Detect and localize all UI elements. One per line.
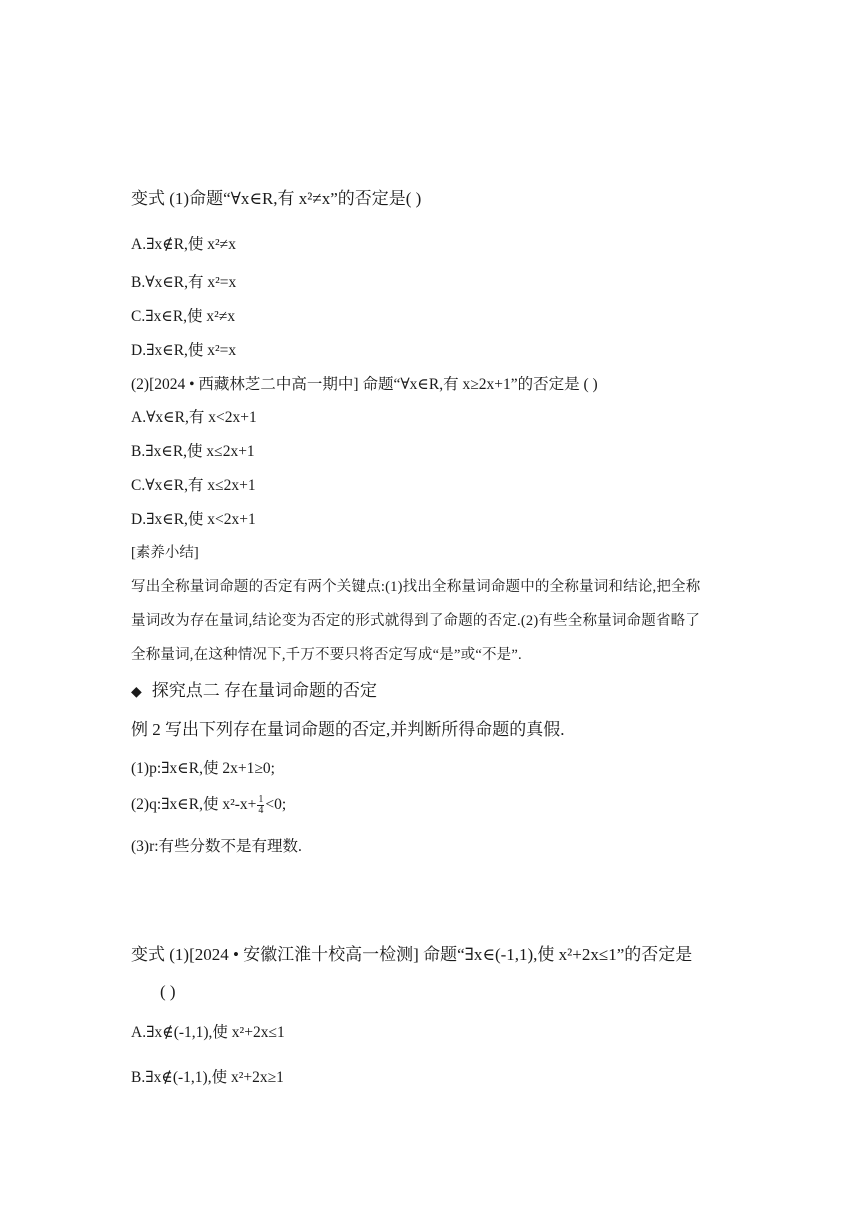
example2-part1: (1)p:∃x∈R,使 2x+1≥0; (131, 760, 275, 777)
fraction-one-quarter (257, 795, 264, 816)
summary-line-1: 写出全称量词命题的否定有两个关键点:(1)找出全称量词命题中的全称量词和结论,把全称 (131, 579, 701, 595)
fraction-numerator: 1 (258, 793, 264, 805)
variant1-q2-option-a: A.∀x∈R,有 x<2x+1 (131, 409, 257, 426)
variant1-q2-option-d: D.∃x∈R,使 x<2x+1 (131, 511, 256, 528)
variant1-q2-option-c: C.∀x∈R,有 x≤2x+1 (131, 477, 256, 494)
variant1-q1-option-c: C.∃x∈R,使 x²≠x (131, 308, 236, 325)
section-heading (131, 676, 377, 701)
variant1-q2-option-b: B.∃x∈R,使 x≤2x+1 (131, 443, 255, 460)
variant2-option-b: B.∃x∉(-1,1),使 x²+2x≥1 (131, 1069, 284, 1086)
example2-title: 例 2 写出下列存在量词命题的否定,并判断所得命题的真假. (131, 720, 565, 739)
summary-line-3: 全称量词,在这种情况下,千万不要只将否定写成“是”或“不是”. (131, 647, 522, 663)
variant1-question1: 变式 (1)命题“∀x∈R,有 x²≠x”的否定是( ) (131, 189, 422, 208)
example2-part2 (131, 792, 286, 816)
fraction-denominator: 4 (258, 804, 264, 816)
variant2-question1: 变式 (1)[2024 • 安徽江淮十校高一检测] 命题“∃x∈(-1,1),使 x²+2x≤1”的否定是 (131, 945, 693, 964)
variant1-q1-option-b: B.∀x∈R,有 x²=x (131, 274, 237, 291)
section-title: 探究点二 存在量词命题的否定 (151, 681, 378, 700)
example2-part2-tail: <0; (265, 796, 287, 813)
diamond-bullet-icon: ◆ (131, 685, 142, 700)
variant2-q1-paren: ( ) (160, 982, 176, 1001)
variant2-option-a: A.∃x∉(-1,1),使 x²+2x≤1 (131, 1024, 285, 1041)
example2-part2-text: (2)q:∃x∈R,使 x²-x+ (131, 796, 257, 813)
example2-part3: (3)r:有些分数不是有理数. (131, 838, 302, 855)
variant1-q1-option-a: A.∃x∉R,使 x²≠x (131, 236, 236, 253)
variant1-question2: (2)[2024 • 西藏林芝二中高一期中] 命题“∀x∈R,有 x≥2x+1”的否定是 ( ) (131, 376, 598, 393)
summary-title: [素养小结] (131, 545, 199, 561)
variant1-q1-option-d: D.∃x∈R,使 x²=x (131, 342, 237, 359)
summary-line-2: 量词改为存在量词,结论变为否定的形式就得到了命题的否定.(2)有些全称量词命题省略了 (131, 613, 701, 629)
